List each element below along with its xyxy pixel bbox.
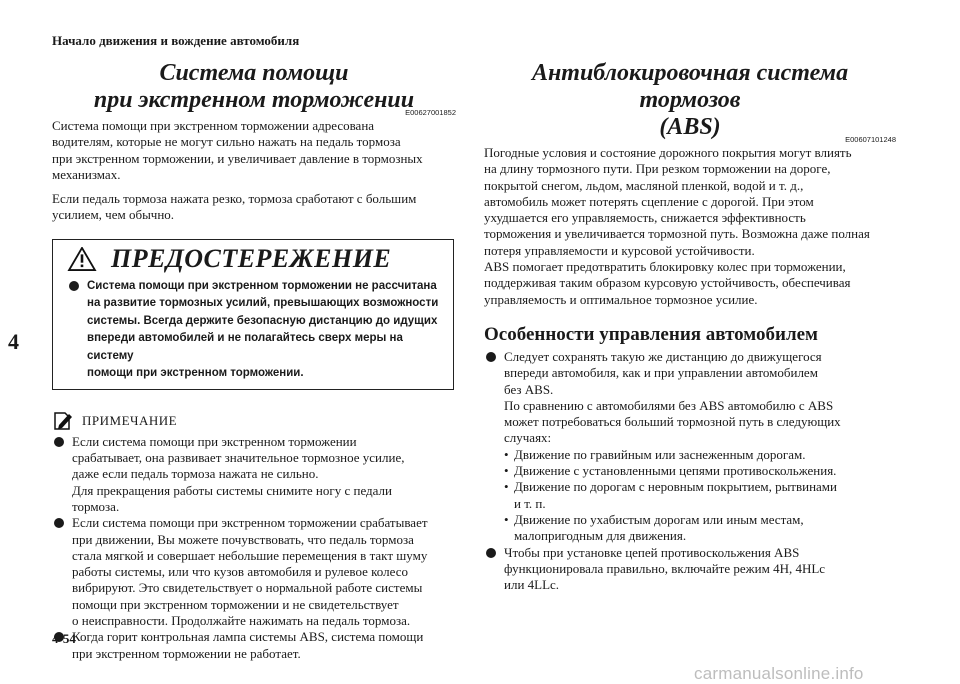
intro-paragraph — [484, 145, 896, 308]
bullet-dot-icon — [67, 278, 87, 383]
text-line: Если система помощи при экстренном торможении — [72, 433, 357, 449]
text-line: ухудшается его управляемость, снижается эффективность — [484, 210, 806, 226]
case-item — [504, 447, 896, 463]
text-line: поддерживая таким образом курсовую устойчивость, обеспечивая — [484, 275, 851, 291]
dash-marker: • — [504, 446, 509, 462]
case-item — [504, 512, 896, 545]
text-line: или 4LLc. — [504, 577, 560, 593]
text-line: о неисправности. Продолжайте нажимать на педаль тормоза. — [72, 613, 411, 629]
text-line: помощи при экстренном торможении. — [87, 367, 304, 380]
note-text — [72, 434, 456, 515]
note-text — [72, 515, 456, 629]
list-item-text — [504, 349, 896, 545]
subheading: Особенности управления автомобилем — [484, 323, 818, 345]
text-line: Движение с установленными цепями противоскольжения. — [514, 463, 837, 479]
case-list — [504, 447, 896, 545]
text-line: Движение по дорогам с неровным покрытием, рытвинами — [514, 479, 837, 495]
page-number: 4-54 — [52, 631, 76, 646]
bullet-dot-icon — [52, 434, 72, 515]
text-line: торможения и увеличивается тормозной путь. Возможна даже полная — [484, 226, 870, 242]
case-item — [504, 463, 896, 479]
right-column — [484, 60, 896, 593]
note-header — [52, 410, 456, 432]
left-column — [52, 60, 456, 662]
paragraph — [52, 191, 456, 224]
text-line: вибрируют. Это свидетельствует о нормальной работе системы — [72, 580, 423, 596]
warning-title: ПРЕДОСТЕРЕЖЕНИЕ — [111, 243, 392, 273]
case-text — [514, 463, 836, 479]
case-text — [514, 479, 837, 512]
text-line: функционировала правильно, включайте режим 4H, 4HLc — [504, 560, 826, 576]
text-line: при экстренном торможении, и увеличивает давление в тормозных — [52, 150, 423, 166]
text-line: работы системы, или что кузов автомобиля и рулевое колесо — [72, 564, 408, 580]
text-line: Для прекращения работы системы снимите ногу с педали — [72, 482, 392, 498]
dash-marker: • — [504, 511, 509, 527]
text-line: По сравнению с автомобилями без ABS автомобилю с ABS — [504, 397, 834, 413]
text-line: на длину тормозного пути. При резком торможении на дороге, — [484, 161, 831, 177]
warning-text — [87, 278, 443, 383]
dash-marker: • — [504, 463, 509, 479]
bullet-dot-icon — [484, 545, 504, 594]
text-line: даже если педаль тормоза нажата не сильно. — [72, 466, 319, 482]
text-line: при экстренном торможении не работает. — [72, 645, 301, 661]
intro-paragraph — [52, 118, 456, 183]
text-line: впереди автомобиля, как и при управлении автомобилем — [504, 365, 818, 381]
text-line: малопригодным для движения. — [514, 528, 687, 544]
text-line: Когда горит контрольная лампа системы ABS, система помощи — [72, 629, 424, 645]
section-title-abs — [484, 60, 896, 141]
running-header: Начало движения и вождение автомобиля — [52, 33, 300, 48]
text-line: при движении, Вы можете почувствовать, что педаль тормоза — [72, 531, 414, 547]
text-line: Чтобы при установке цепей противоскольжения ABS — [504, 544, 800, 560]
note-item — [52, 629, 456, 662]
text-line: на развитие тормозных усилий, превышающих возможности — [87, 297, 439, 310]
text-line: Движение по ухабистым дорогам или иным местам, — [514, 511, 804, 527]
text-line: стала мягкой и совершает небольшие перемещения в такт шуму — [72, 547, 428, 563]
text-line: ABS помогает предотвратить блокировку колес при торможении, — [484, 259, 846, 275]
text-line: системы. Всегда держите безопасную дистанцию до идущих — [87, 314, 438, 327]
warning-triangle-icon — [67, 247, 97, 271]
warning-box — [52, 239, 454, 390]
warning-body — [53, 276, 453, 389]
list-item-text — [504, 545, 896, 594]
text-line: без ABS. — [504, 381, 554, 397]
bullet-dot-icon — [484, 349, 504, 545]
warning-header — [53, 240, 453, 276]
text-line: помощи при экстренном торможении и не свидетельствует — [72, 596, 399, 612]
list-item — [484, 349, 896, 545]
text-line: покрытой снегом, льдом, масляной пленкой, водой и т. д., — [484, 177, 804, 193]
note-text — [72, 629, 456, 662]
text-line: Если система помощи при экстренном торможении срабатывает — [72, 515, 428, 531]
text-line: случаях: — [504, 430, 552, 446]
text-line: может потребоваться больший тормозной путь в следующих — [504, 414, 841, 430]
section-title-brake-assist — [52, 60, 456, 114]
title-line: Система помощи — [159, 60, 349, 86]
text-line: Система помощи при экстренном торможении не рассчитана — [87, 279, 437, 292]
reference-code: E00607101248 — [845, 135, 896, 144]
case-text — [514, 447, 805, 463]
text-line: управляемость и оптимальное тормозное усилие. — [484, 291, 758, 307]
note-title: ПРИМЕЧАНИЕ — [82, 412, 178, 428]
title-line: Антиблокировочная система тормозов — [531, 60, 849, 113]
dash-marker: • — [504, 479, 509, 495]
note-pencil-icon — [52, 410, 74, 432]
text-line: Следует сохранять такую же дистанцию до движущегося — [504, 348, 822, 364]
watermark: carmanualsonline.info — [694, 664, 864, 683]
text-line: водителям, которые не могут сильно нажать на педаль тормоза — [52, 134, 401, 150]
text-line: впереди автомобилей и не полагайтесь сверх меры на систему — [87, 332, 403, 362]
case-text — [514, 512, 804, 545]
text-line: механизмах. — [52, 166, 121, 182]
title-line: при экстренном торможении — [93, 87, 415, 113]
chapter-tab: 4 — [0, 328, 28, 356]
text-line: потеря управляемости и курсовой устойчивости. — [484, 242, 755, 258]
text-line: срабатывает, она развивает значительное тормозное усилие, — [72, 450, 405, 466]
warning-item — [67, 278, 443, 383]
list-item — [484, 545, 896, 594]
text-line: Если педаль тормоза нажата резко, тормоза сработают с большим — [52, 191, 417, 207]
text-line: Движение по гравийным или заснеженным дорогам. — [514, 446, 806, 462]
note-item — [52, 515, 456, 629]
text-line: Система помощи при экстренном торможении адресована — [52, 118, 375, 133]
note-item — [52, 434, 456, 515]
text-line: усилием, чем обычно. — [52, 207, 175, 223]
text-line: автомобиль может потерять сцепление с дорогой. При этом — [484, 193, 814, 209]
title-line: (ABS) — [659, 114, 721, 140]
text-line: Погодные условия и состояние дорожного покрытия могут влиять — [484, 145, 852, 160]
case-item — [504, 479, 896, 512]
bullet-dot-icon — [52, 515, 72, 629]
reference-code: E00627001852 — [405, 108, 456, 117]
text-line: и т. п. — [514, 495, 546, 511]
text-line: тормоза. — [72, 498, 120, 514]
